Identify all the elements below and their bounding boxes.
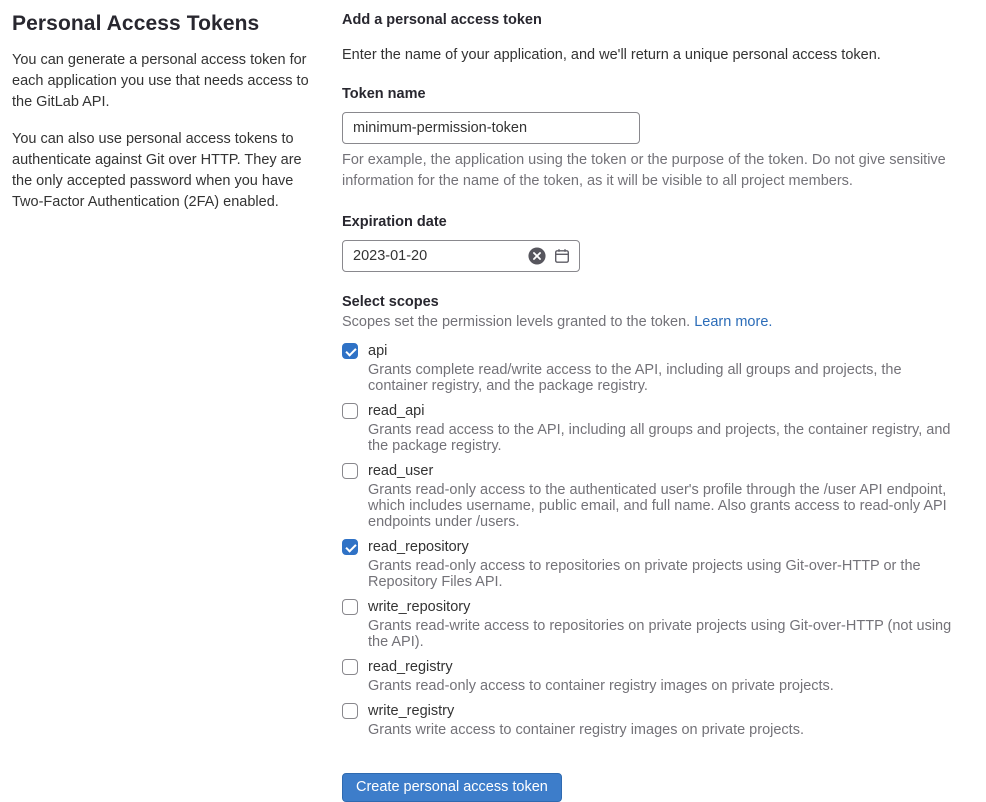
clear-date-icon[interactable] xyxy=(528,247,546,265)
scope-row-read_repository xyxy=(342,539,964,590)
scope-name: write_repository xyxy=(368,599,471,615)
scope-description: Grants read-only access to the authenticated user's profile through the /user API endpoint, which includes username, public email, and full name. Also grants access to read-only API endpoints under /users. xyxy=(368,482,947,530)
scope-name: api xyxy=(368,343,388,359)
learn-more-link[interactable]: Learn more. xyxy=(694,314,773,330)
scope-checkbox[interactable] xyxy=(342,403,358,419)
scope-checkbox[interactable] xyxy=(342,599,358,615)
scope-row-write_registry xyxy=(342,703,964,738)
expiration-date-label: Expiration date xyxy=(342,214,447,230)
scope-row-api xyxy=(342,343,964,394)
scope-label-row[interactable] xyxy=(342,343,964,359)
token-name-label: Token name xyxy=(342,86,426,102)
scope-checkbox[interactable] xyxy=(342,539,358,555)
scope-row-read_api xyxy=(342,403,964,454)
scopes-list xyxy=(342,343,964,738)
scope-row-read_registry xyxy=(342,659,964,694)
scope-name: read_repository xyxy=(368,539,469,555)
scope-description: Grants write access to container registry images on private projects. xyxy=(368,722,804,738)
calendar-icon[interactable] xyxy=(554,248,570,264)
scope-label-row[interactable] xyxy=(342,703,964,719)
scope-description: Grants read access to the API, including all groups and projects, the container registry, and the package registry. xyxy=(368,422,951,454)
scopes-description xyxy=(342,314,964,330)
scope-description: Grants complete read/write access to the API, including all groups and projects, the container registry, and the package registry. xyxy=(368,362,902,394)
scope-checkbox[interactable] xyxy=(342,343,358,359)
scope-description: Grants read-only access to repositories on private projects using Git-over-HTTP or the Repository Files API. xyxy=(368,558,921,590)
scope-label-row[interactable] xyxy=(342,599,964,615)
scope-checkbox[interactable] xyxy=(342,463,358,479)
scope-label-row[interactable] xyxy=(342,463,964,479)
scope-label-row[interactable] xyxy=(342,539,964,555)
scopes-description-text: Scopes set the permission levels granted to the token. xyxy=(342,314,691,330)
form-heading: Add a personal access token xyxy=(342,12,542,28)
scope-description: Grants read-only access to container registry images on private projects. xyxy=(368,678,834,694)
scope-label-row[interactable] xyxy=(342,403,964,419)
expiration-date-field[interactable] xyxy=(342,240,580,272)
scope-checkbox[interactable] xyxy=(342,703,358,719)
scope-checkbox[interactable] xyxy=(342,659,358,675)
scope-description: Grants read-write access to repositories on private projects using Git-over-HTTP (not using the API). xyxy=(368,618,952,650)
scope-row-write_repository xyxy=(342,599,964,650)
token-name-help: For example, the application using the token or the purpose of the token. Do not give sensitive information for the name of the token, as it will be visible to all project members. xyxy=(342,152,946,189)
expiration-date-input[interactable] xyxy=(343,248,528,264)
page-title: Personal Access Tokens xyxy=(12,12,260,35)
scope-label-row[interactable] xyxy=(342,659,964,675)
create-token-button[interactable]: Create personal access token xyxy=(342,773,562,802)
form-description: Enter the name of your application, and we'll return a unique personal access token. xyxy=(342,47,881,63)
scope-name: read_registry xyxy=(368,659,453,675)
scope-row-read_user xyxy=(342,463,964,530)
token-name-input[interactable] xyxy=(342,112,640,144)
add-token-form xyxy=(342,12,964,802)
intro-paragraph-1: You can generate a personal access token for each application you use that needs access to the GitLab API. xyxy=(12,52,309,110)
select-scopes-label: Select scopes xyxy=(342,294,439,310)
scope-name: read_user xyxy=(368,463,434,479)
scope-name: read_api xyxy=(368,403,425,419)
intro-paragraph-2: You can also use personal access tokens to authenticate against Git over HTTP. They are the only accepted password when you have Two-Factor Authentication (2FA) enabled. xyxy=(12,131,302,210)
scope-name: write_registry xyxy=(368,703,455,719)
section-intro xyxy=(12,12,312,802)
